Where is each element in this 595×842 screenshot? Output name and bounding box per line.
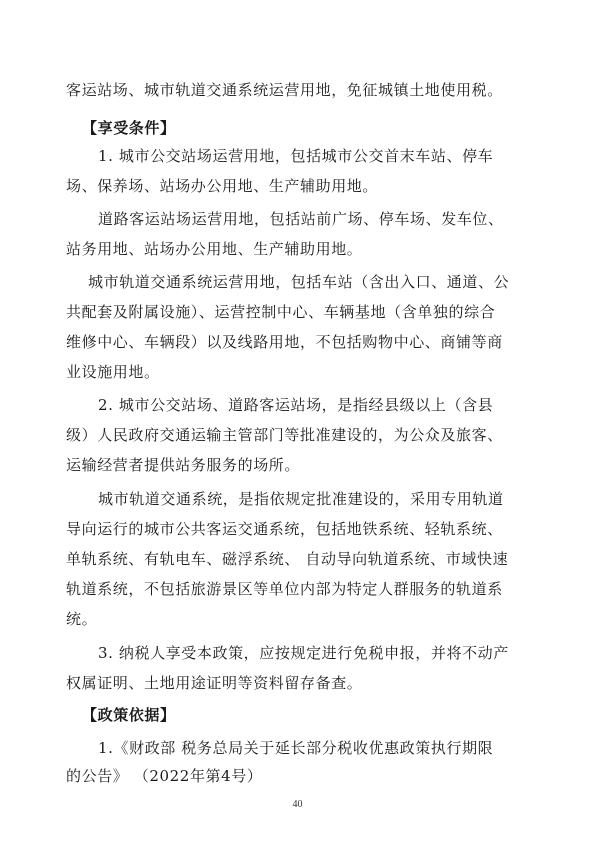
policy-basis-1-line-1: 1.《财政部 税务总局关于延长部分税收优惠政策执行期限 (98, 739, 494, 757)
rail-system-line-4: 轨道系统，不包括旅游景区等单位内部为特定人群服务的轨道系 (66, 580, 503, 598)
condition-3-line-2: 权属证明、土地用途证明等资料留存备查。 (66, 674, 363, 692)
rail-land-line-3: 维修中心、车辆段）以及线路用地，不包括购物中心、商铺等商 (66, 333, 503, 351)
page-number: 40 (292, 799, 303, 810)
condition-2-line-1: 2. 城市公交站场、道路客运站场，是指经县级以上（含县 (98, 396, 494, 414)
condition-3-line-1: 3. 纳税人享受本政策，应按规定进行免税申报，并将不动产 (98, 644, 509, 662)
rail-land-line-1: 城市轨道交通系统运营用地，包括车站（含出入口、通道、公 (88, 273, 510, 291)
rail-land-line-2: 共配套及附属设施）、运营控制中心、车辆基地（含单独的综合 (66, 303, 496, 321)
rail-system-line-5: 统。 (66, 610, 98, 628)
condition-2-line-2: 级）人民政府交通运输主管部门等批准建设的，为公众及旅客、 (66, 426, 503, 444)
rail-system-line-3: 单轨系统、有轨电车、磁浮系统、 自动导向轨道系统、市域快速 (66, 550, 509, 568)
rail-land-line-4: 业设施用地。 (66, 363, 160, 381)
condition-2-line-3: 运输经营者提供站务服务的场所。 (66, 456, 301, 474)
condition-1-line-2: 场、保养场、站场办公用地、生产辅助用地。 (66, 177, 379, 195)
heading-conditions: 【享受条件】 (82, 119, 176, 137)
heading-policy-basis: 【政策依据】 (82, 706, 176, 724)
rail-system-line-1: 城市轨道交通系统，是指依规定批准建设的，采用专用轨道 (98, 490, 504, 508)
road-station-line-1: 道路客运站场运营用地，包括站前广场、停车场、发车位、 (98, 210, 504, 228)
para-intro-line-1: 客运站场、城市轨道交通系统运营用地，免征城镇土地使用税。 (66, 81, 503, 99)
condition-1-line-1: 1. 城市公交站场运营用地，包括城市公交首末车站、停车 (98, 147, 494, 165)
policy-basis-1-line-2: 的公告》 （2022年第4号） (66, 767, 263, 785)
rail-system-line-2: 导向运行的城市公共客运交通系统，包括地铁系统、轻轨系统、 (66, 520, 503, 538)
road-station-line-2: 站务用地、站场办公用地、生产辅助用地。 (66, 240, 363, 258)
